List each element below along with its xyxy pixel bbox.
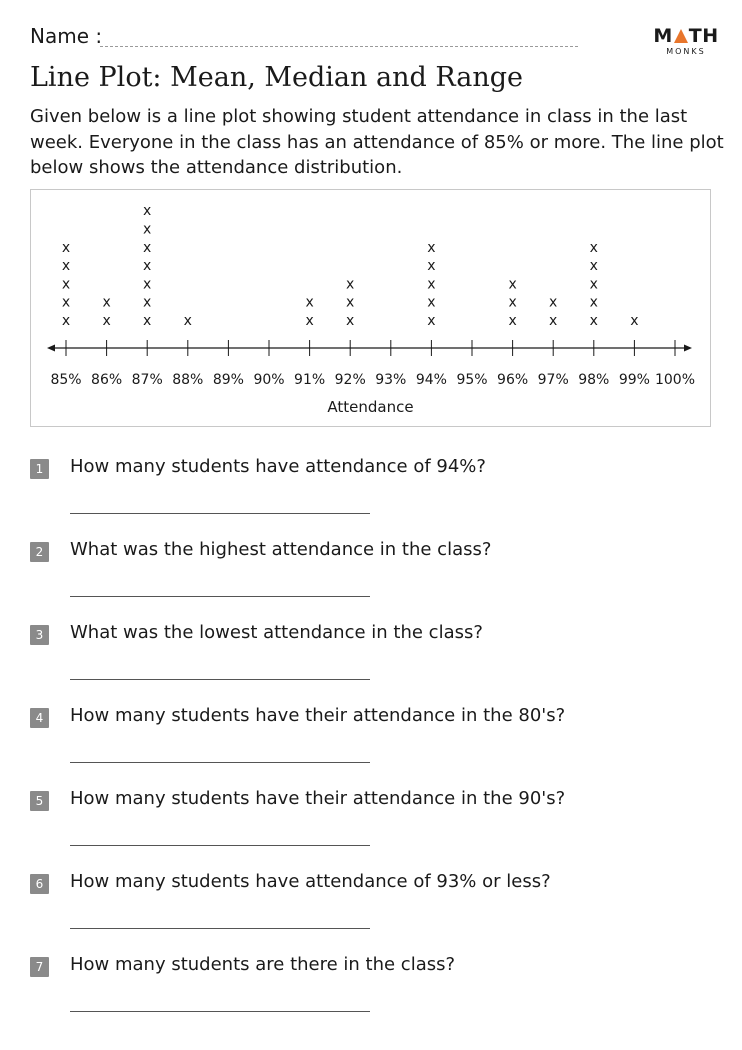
question-text: How many students have their attendance in the 80's? bbox=[70, 705, 566, 726]
tick-label: 87% bbox=[131, 372, 163, 388]
data-mark-x: x bbox=[346, 276, 355, 293]
question-number-badge: 4 bbox=[30, 708, 49, 728]
data-mark-x: x bbox=[143, 239, 152, 256]
tick-label: 92% bbox=[334, 372, 366, 388]
tick-label: 99% bbox=[618, 372, 650, 388]
data-mark-x: x bbox=[589, 313, 598, 329]
tick-label: 86% bbox=[91, 372, 123, 388]
tick-label: 91% bbox=[294, 372, 326, 388]
data-mark-x: x bbox=[143, 294, 152, 311]
tick-label: 97% bbox=[537, 372, 569, 388]
data-mark-x: x bbox=[549, 294, 558, 311]
line-plot-box bbox=[30, 189, 711, 427]
data-mark-x: x bbox=[508, 276, 517, 293]
line-plot-chart bbox=[31, 190, 712, 428]
name-label: Name : bbox=[30, 24, 103, 48]
data-mark-x: x bbox=[346, 313, 355, 329]
question-number-badge: 2 bbox=[30, 542, 49, 562]
answer-line[interactable] bbox=[70, 1011, 370, 1012]
question-text: How many students are there in the class? bbox=[70, 954, 456, 975]
data-mark-x: x bbox=[183, 313, 192, 329]
worksheet-title: Line Plot: Mean, Median and Range bbox=[30, 62, 524, 93]
answer-line[interactable] bbox=[70, 845, 370, 846]
data-mark-x: x bbox=[305, 294, 314, 311]
tick-label: 94% bbox=[415, 372, 447, 388]
data-mark-x: x bbox=[427, 258, 436, 275]
data-mark-x: x bbox=[143, 203, 152, 220]
answer-line[interactable] bbox=[70, 596, 370, 597]
data-mark-x: x bbox=[61, 294, 71, 311]
question-text: How many students have their attendance in the 90's? bbox=[70, 788, 566, 809]
data-mark-x: x bbox=[143, 258, 152, 275]
data-mark-x: x bbox=[427, 294, 436, 311]
tick-label: 88% bbox=[172, 372, 204, 388]
tick-label: 85% bbox=[50, 372, 82, 388]
question-number-badge: 6 bbox=[30, 874, 49, 894]
data-mark-x: x bbox=[589, 294, 598, 311]
axis-right-arrow-icon bbox=[684, 345, 692, 352]
data-mark-x: x bbox=[61, 276, 71, 293]
logo-subtext: MONKS bbox=[666, 47, 706, 56]
intro-paragraph: Given below is a line plot showing student attendance in class in the last week. Everyone in the class has an attendance of 85% or more. The line plot below shows the attendance distribution. bbox=[30, 106, 724, 178]
data-mark-x: x bbox=[305, 313, 314, 329]
tick-label: 98% bbox=[578, 372, 610, 388]
tick-label: 93% bbox=[375, 372, 407, 388]
data-mark-x: x bbox=[508, 313, 517, 329]
question-number-badge: 7 bbox=[30, 957, 49, 977]
question-number-badge: 3 bbox=[30, 625, 49, 645]
data-mark-x: x bbox=[549, 313, 558, 329]
question-number-badge: 5 bbox=[30, 791, 49, 811]
data-mark-x: x bbox=[61, 258, 71, 275]
name-field-line[interactable] bbox=[100, 46, 578, 47]
tick-label: 95% bbox=[456, 372, 488, 388]
logo-text-left: M bbox=[653, 25, 673, 47]
data-mark-x: x bbox=[102, 313, 111, 329]
data-mark-x: x bbox=[346, 294, 355, 311]
answer-line[interactable] bbox=[70, 762, 370, 763]
data-mark-x: x bbox=[427, 276, 436, 293]
x-axis-title: Attendance bbox=[327, 398, 414, 416]
data-mark-x: x bbox=[61, 239, 71, 256]
question-text: How many students have attendance of 93% or less? bbox=[70, 871, 551, 892]
question-text: What was the lowest attendance in the class? bbox=[70, 622, 483, 643]
axis-left-arrow-icon bbox=[47, 345, 55, 352]
tick-label: 96% bbox=[497, 372, 529, 388]
answer-line[interactable] bbox=[70, 928, 370, 929]
tick-label: 89% bbox=[212, 372, 244, 388]
data-mark-x: x bbox=[589, 276, 598, 293]
data-mark-x: x bbox=[589, 258, 598, 275]
data-mark-x: x bbox=[143, 313, 152, 329]
logo-text-right: TH bbox=[688, 25, 719, 47]
data-mark-x: x bbox=[427, 239, 436, 256]
question-text: How many students have attendance of 94%? bbox=[70, 456, 486, 477]
data-mark-x: x bbox=[508, 294, 517, 311]
data-mark-x: x bbox=[61, 313, 71, 329]
question-text: What was the highest attendance in the class? bbox=[70, 539, 492, 560]
question-number-badge: 1 bbox=[30, 459, 49, 479]
logo-triangle-icon bbox=[674, 29, 688, 43]
tick-label: 100% bbox=[654, 372, 696, 388]
data-mark-x: x bbox=[143, 276, 152, 293]
tick-label: 90% bbox=[253, 372, 285, 388]
data-mark-x: x bbox=[630, 313, 639, 329]
data-mark-x: x bbox=[589, 239, 598, 256]
answer-line[interactable] bbox=[70, 513, 370, 514]
data-mark-x: x bbox=[102, 294, 111, 311]
data-mark-x: x bbox=[143, 221, 152, 238]
math-monks-logo bbox=[655, 26, 717, 56]
answer-line[interactable] bbox=[70, 679, 370, 680]
data-mark-x: x bbox=[427, 313, 436, 329]
